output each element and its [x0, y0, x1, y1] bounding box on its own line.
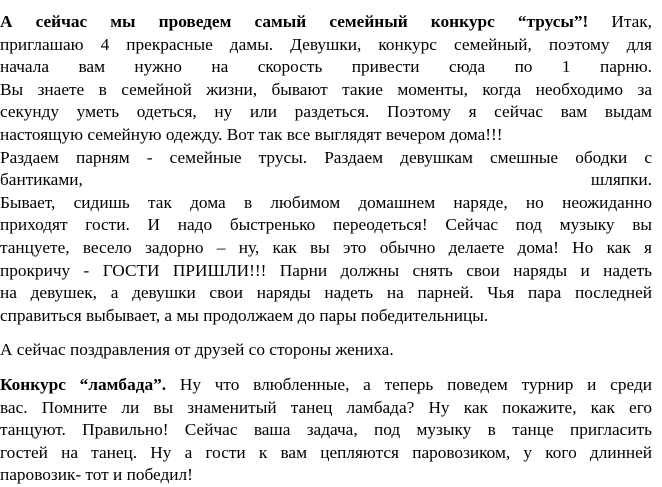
text-line: бантиками, шляпки. — [0, 170, 652, 190]
paragraph-friends-congrats — [0, 339, 652, 362]
paragraph-contest-underwear — [0, 11, 652, 327]
text-line: Бывает, сидишь так дома в любимом домашнем наряде, но неожиданно — [0, 192, 652, 212]
text-line: А сейчас поздравления от друзей со стороны жениха. — [0, 340, 394, 360]
text-line: танцуете, весело задорно – ну, как вы это обычно делаете дома! Но как я — [0, 237, 652, 257]
text-line: гостей на танец. Ну а гости к вам цепляются паровозиком, у кого длинней — [0, 442, 652, 462]
text-line: танцуют. Правильно! Сейчас ваша задача, под музыку в танце пригласить — [0, 420, 652, 440]
text-line: справиться выбывает, а мы продолжаем до пары победительницы. — [0, 305, 489, 325]
text-line: настоящую семейную одежду. Вот так все выглядят вечером дома!!! — [0, 124, 503, 144]
text-line: приходят гости. И надо быстренько переодеться! Сейчас под музыку вы — [0, 215, 652, 235]
text-line: паровозик- тот и победил! — [0, 465, 193, 485]
text-line: Вы знаете в семейной жизни, бывают такие моменты, когда необходимо за — [0, 79, 652, 99]
text-line: прокричу - ГОСТИ ПРИШЛИ!!! Парни должны снять свои наряды и надеть — [0, 260, 652, 280]
text-line: вас. Помните ли вы знаменитый танец ламбада? Ну как покажите, как его — [0, 397, 652, 417]
text-line: секунду уметь одеться, ну или раздеться. Поэтому я сейчас вам выдам — [0, 102, 652, 122]
text-line: на девушек, а девушки свои наряды надеть на парней. Чья пара последней — [0, 283, 652, 303]
contest-title: Конкурс “ламбада”. — [0, 374, 167, 394]
text-line: начала вам нужно на скорость привести сюда по 1 парню. — [0, 57, 652, 77]
contest-title: А сейчас мы проведем самый семейный конкурс “трусы”! — [0, 12, 589, 31]
text-line: А сейчас мы проведем самый семейный конкурс “трусы”! Итак, — [0, 12, 652, 31]
text-line: приглашаю 4 прекрасные дамы. Девушки, конкурс семейный, поэтому для — [0, 34, 652, 54]
paragraph-contest-lambada — [0, 374, 652, 487]
text-line: Раздаем парням - семейные трусы. Раздаем девушкам смешные ободки с — [0, 147, 652, 167]
text-line: Конкурс “ламбада”. Ну что влюбленные, а теперь поведем турнир и среди — [0, 374, 652, 394]
